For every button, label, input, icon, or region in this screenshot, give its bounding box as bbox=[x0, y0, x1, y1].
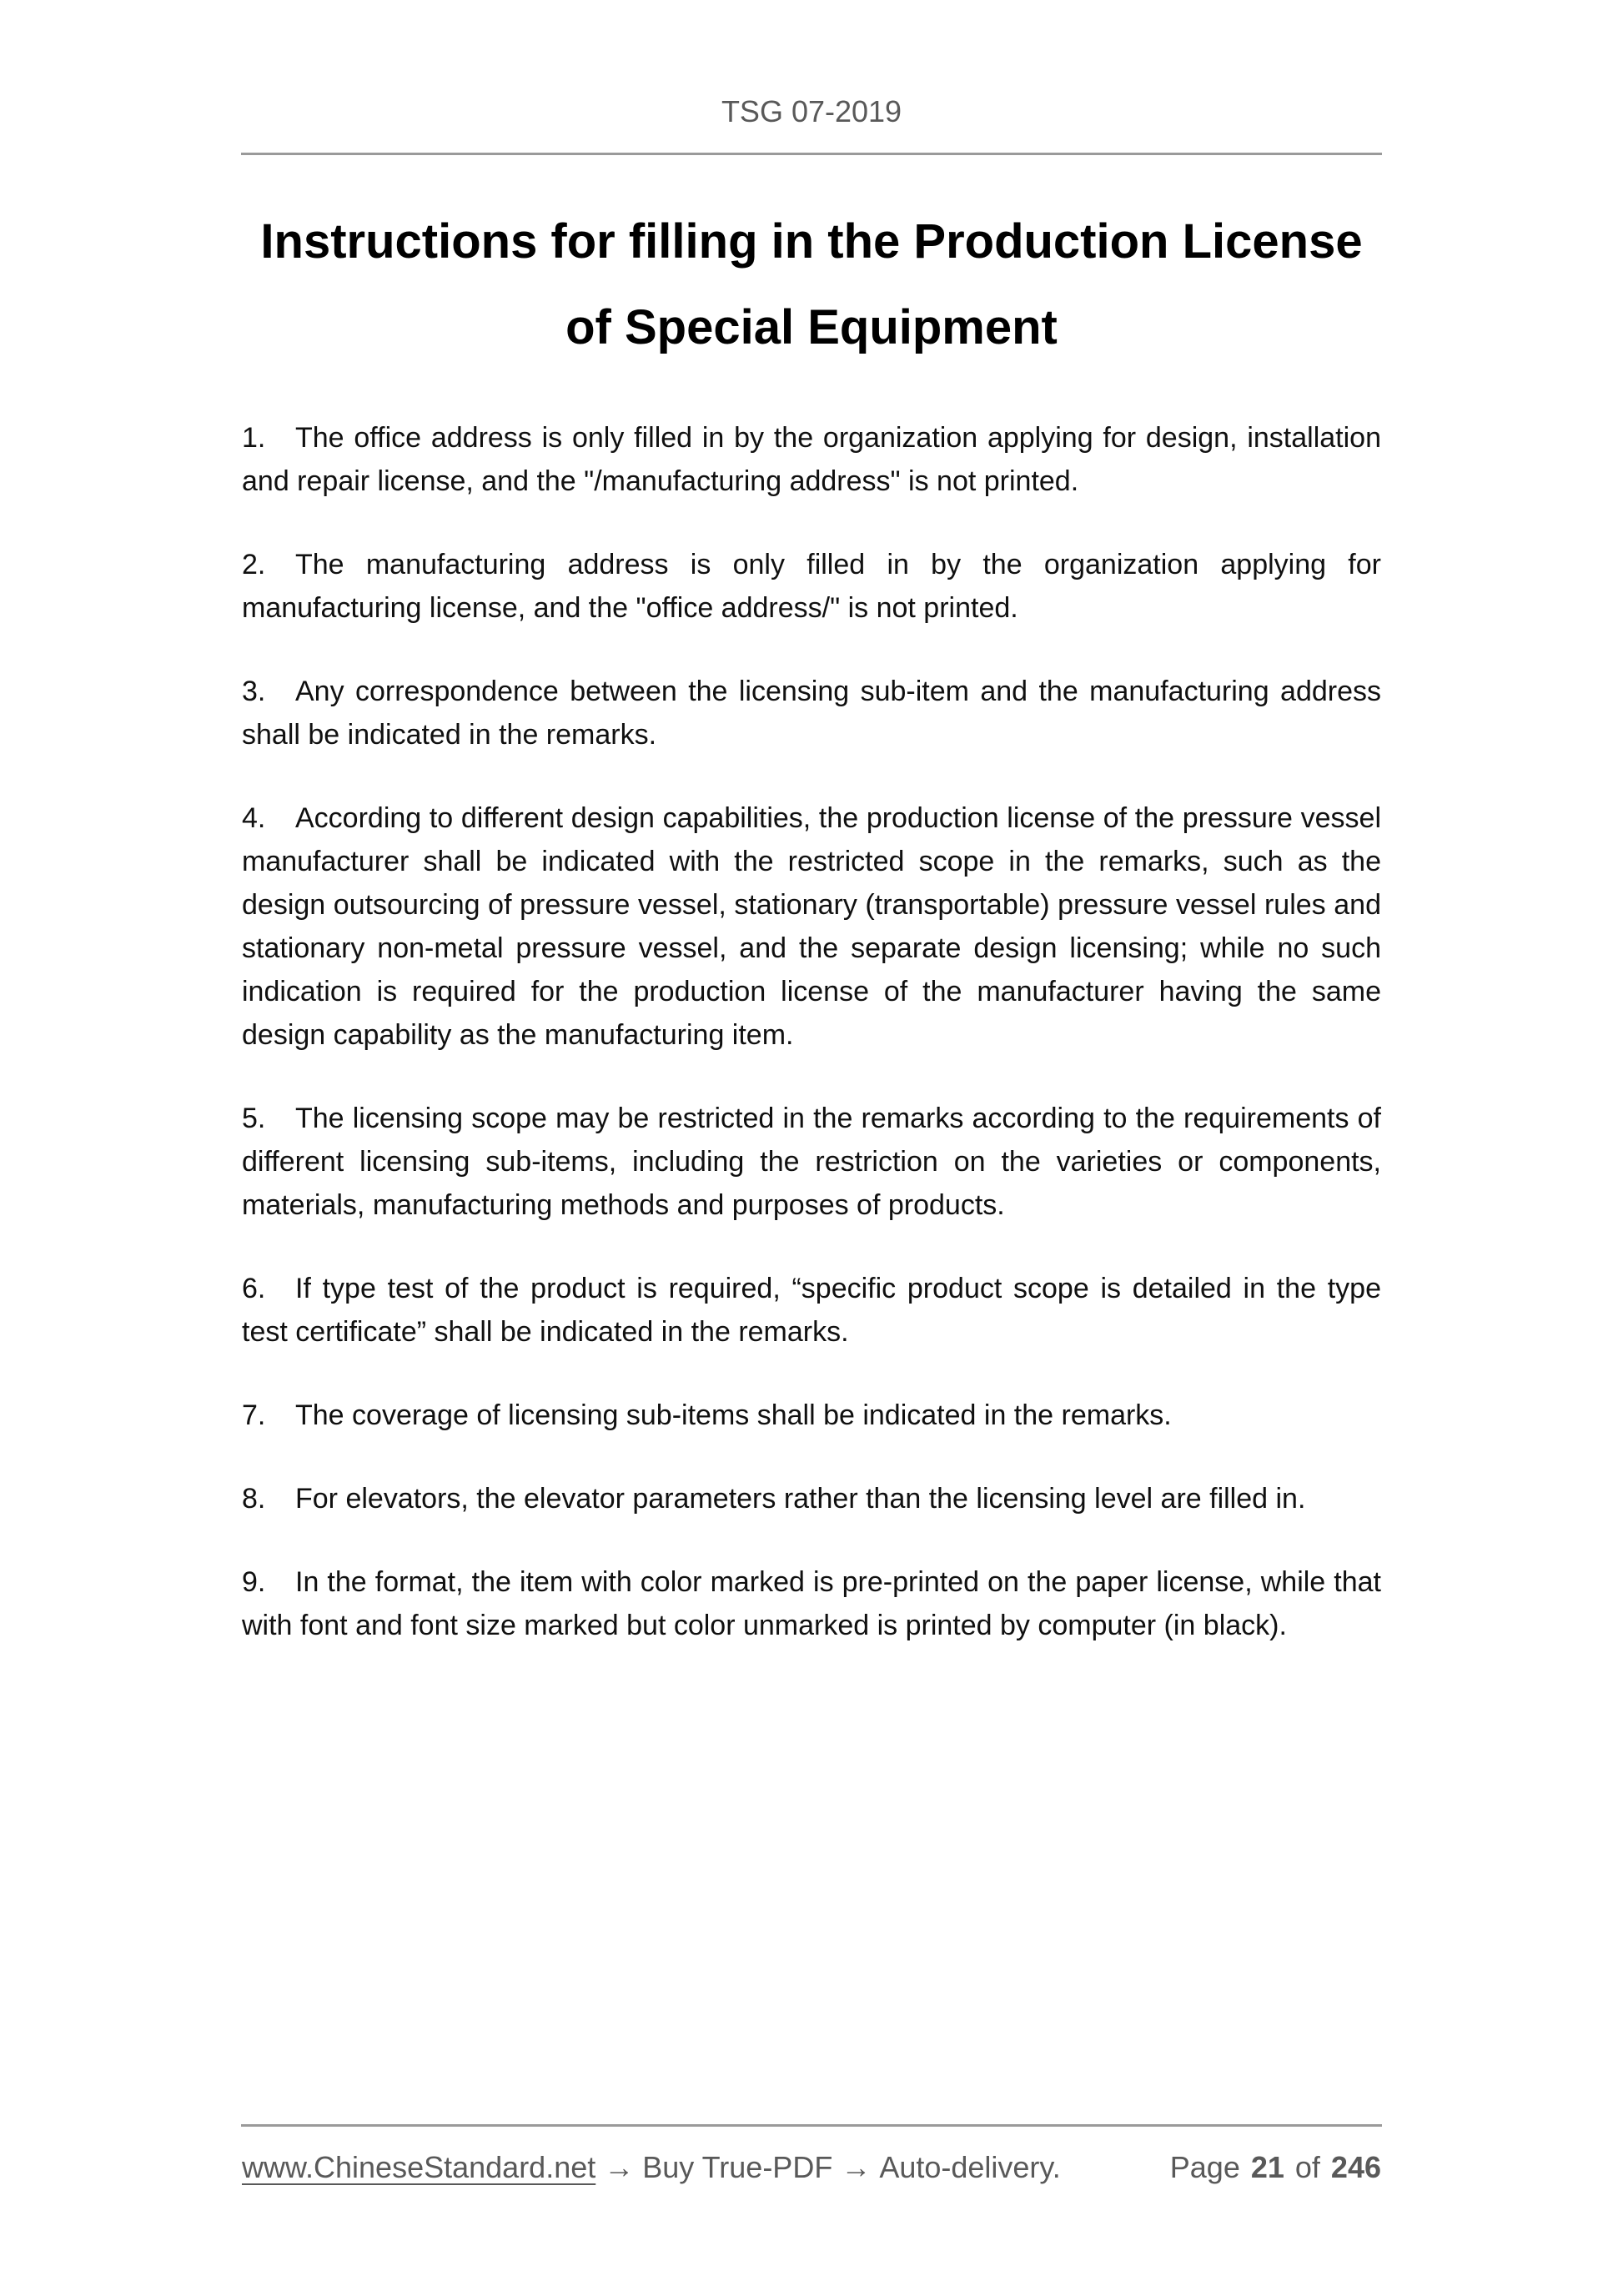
paragraph-text: The manufacturing address is only filled in by the organization applying for manufacturing license, and the "office address/" is not printed. bbox=[242, 549, 1381, 624]
footer-page-indicator bbox=[1170, 2149, 1381, 2186]
paragraph-text: According to different design capabilities, the production license of the pressure vessel manufacturer shall be indicated with the restricted scope in the remarks, such as the design outsourcing of pressure vessel, stationary (transportable) pressure vessel rules and stationary non-metal pressure vessel, and the separate design licensing; while no such indication is required for the production license of the manufacturer having the same design capability as the manufacturing item. bbox=[242, 802, 1381, 1051]
instruction-paragraph bbox=[242, 416, 1381, 503]
right-arrow-icon: → bbox=[604, 2150, 635, 2184]
right-arrow-icon: → bbox=[841, 2150, 872, 2184]
instruction-paragraph bbox=[242, 1560, 1381, 1647]
paragraph-number: 7. bbox=[242, 1399, 266, 1431]
page-label: Page bbox=[1169, 2150, 1240, 2184]
footer-buy-text: Buy True-PDF bbox=[642, 2150, 833, 2184]
page-of-label: of bbox=[1294, 2150, 1320, 2184]
paragraph-number: 4. bbox=[242, 802, 266, 834]
paragraph-number: 5. bbox=[242, 1103, 266, 1134]
footer-divider bbox=[241, 2124, 1382, 2127]
paragraph-text: The office address is only filled in by the organization applying for design, installation and repair license, and the "/manufacturing address" is not printed. bbox=[242, 422, 1381, 497]
page-footer bbox=[242, 2149, 1381, 2186]
paragraph-number: 1. bbox=[242, 422, 266, 454]
paragraph-text: For elevators, the elevator parameters rather than the licensing level are filled in. bbox=[295, 1483, 1306, 1515]
paragraph-number: 6. bbox=[242, 1273, 266, 1304]
paragraph-text: The licensing scope may be restricted in the remarks according to the requirements of different licensing sub-items, including the restriction on the varieties or components, materials, manufacturing methods and purposes of products. bbox=[242, 1103, 1381, 1221]
instruction-paragraph bbox=[242, 543, 1381, 630]
document-title bbox=[242, 198, 1381, 370]
header-divider bbox=[241, 153, 1382, 155]
paragraph-text: Any correspondence between the licensing sub-item and the manufacturing address shall be indicated in the remarks. bbox=[242, 676, 1381, 751]
instruction-paragraph bbox=[242, 1267, 1381, 1354]
footer-website-link[interactable]: www.ChineseStandard.net bbox=[242, 2150, 596, 2184]
instruction-paragraph bbox=[242, 1477, 1381, 1520]
paragraph-text: In the format, the item with color marked is pre-printed on the paper license, while that with font and font size marked but color unmarked is printed by computer (in black). bbox=[242, 1566, 1381, 1641]
instruction-paragraph bbox=[242, 1097, 1381, 1227]
instructions-body bbox=[242, 416, 1381, 1687]
page-current-number: 21 bbox=[1250, 2150, 1284, 2184]
document-title-line2: of Special Equipment bbox=[565, 300, 1058, 354]
footer-promo bbox=[242, 2149, 1061, 2186]
paragraph-text: The coverage of licensing sub-items shall be indicated in the remarks. bbox=[295, 1399, 1172, 1431]
footer-delivery-text: Auto-delivery. bbox=[879, 2150, 1061, 2184]
paragraph-number: 9. bbox=[242, 1566, 266, 1598]
instruction-paragraph bbox=[242, 1394, 1381, 1437]
document-code-header: TSG 07-2019 bbox=[721, 94, 902, 128]
paragraph-number: 2. bbox=[242, 549, 266, 580]
page-total-number: 246 bbox=[1330, 2150, 1381, 2184]
paragraph-number: 3. bbox=[242, 676, 266, 707]
paragraph-number: 8. bbox=[242, 1483, 266, 1515]
instruction-paragraph bbox=[242, 670, 1381, 756]
document-title-line1: Instructions for filling in the Production License bbox=[260, 214, 1363, 269]
paragraph-text: If type test of the product is required, “specific product scope is detailed in the type test certificate” shall be indicated in the remarks. bbox=[242, 1273, 1381, 1348]
instruction-paragraph bbox=[242, 796, 1381, 1057]
